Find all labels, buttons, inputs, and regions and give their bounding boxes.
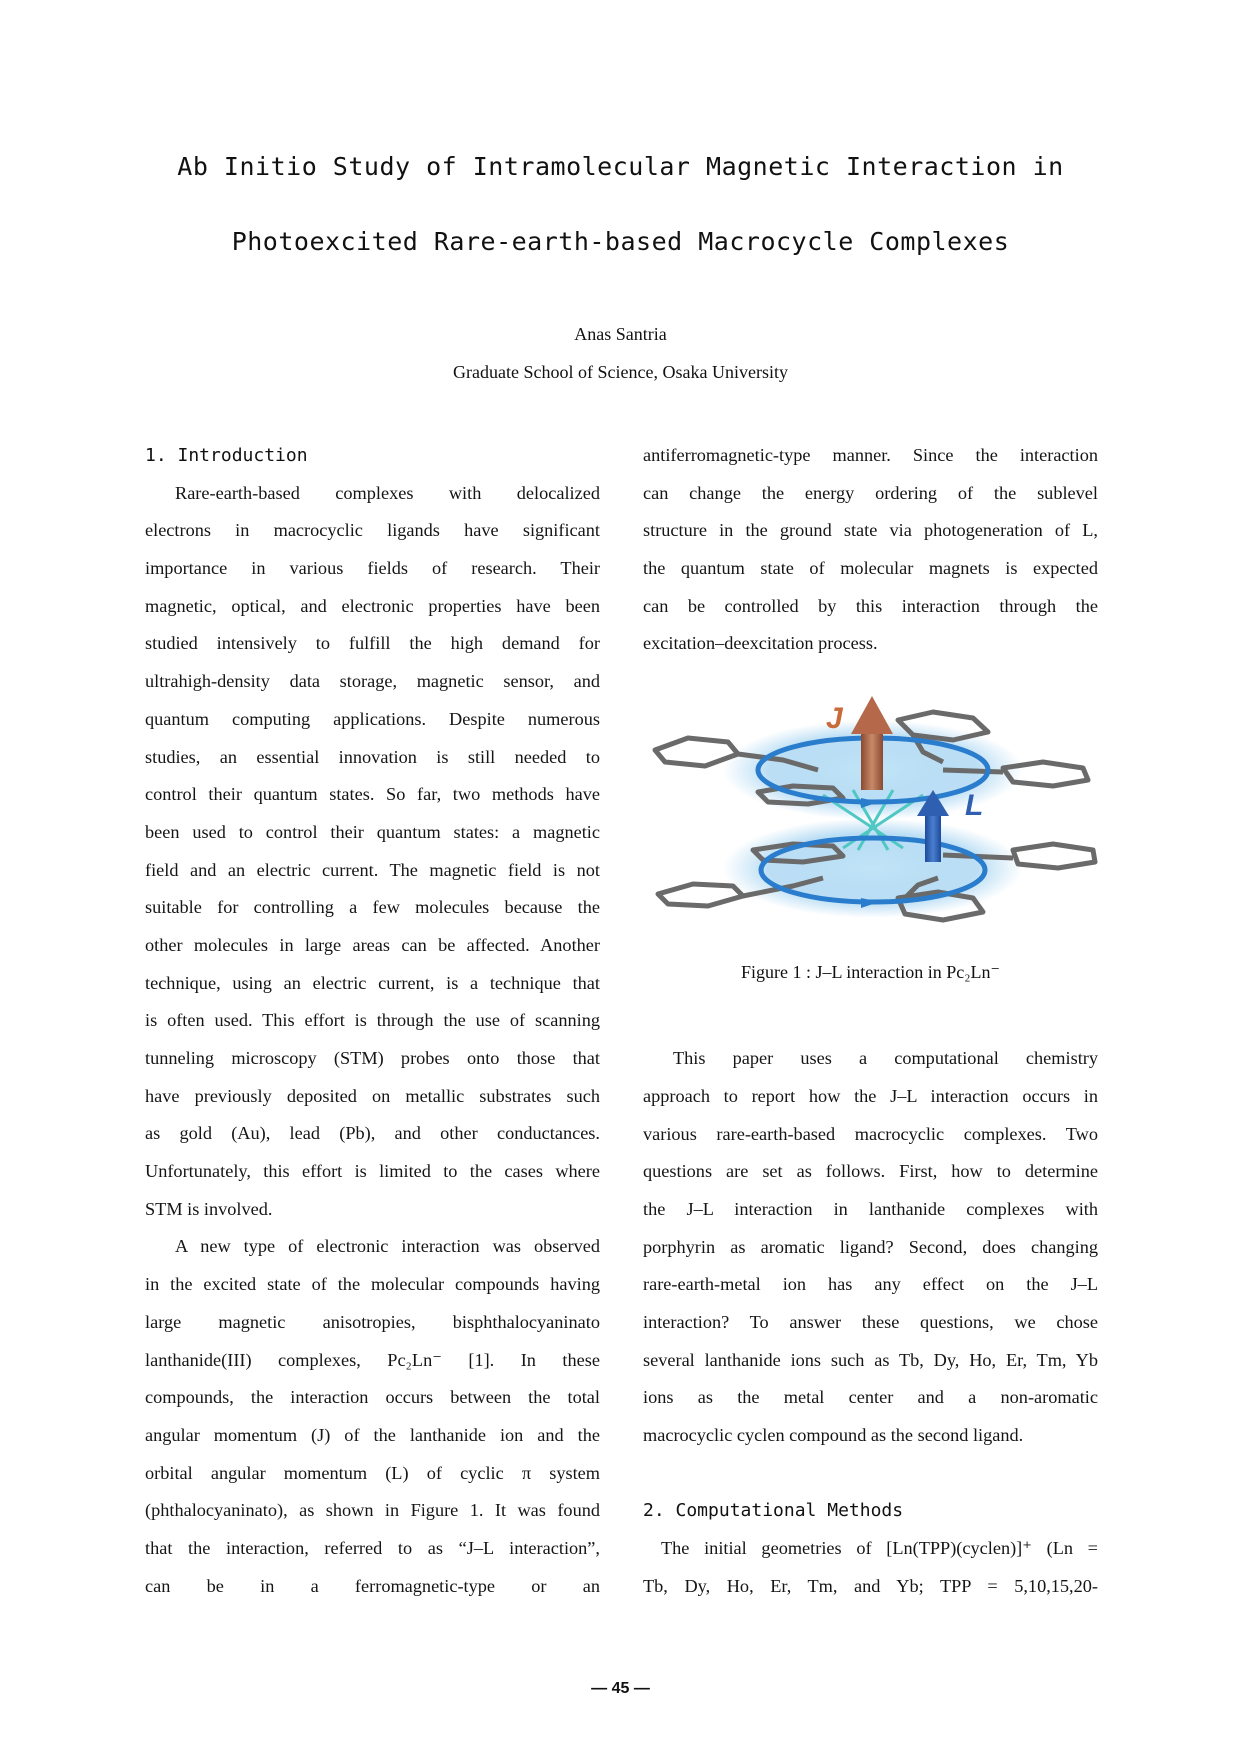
text-line: control their quantum states. So far, two methods have: [145, 784, 600, 805]
text-line: antiferromagnetic-type manner. Since the interaction: [643, 445, 1098, 465]
text-line: technique, using an electric current, is a technique that: [145, 972, 600, 993]
text-line: tunneling microscopy (STM) probes onto those that: [145, 1048, 600, 1068]
section-heading-computational-methods: 2. Computational Methods: [643, 1500, 904, 1522]
page-number: — 45 —: [591, 1680, 650, 1697]
molecule-diagram-icon: [643, 690, 1098, 930]
text-line: (phthalocyaninato), as shown in Figure 1. It was found: [145, 1500, 600, 1521]
right-column: [643, 437, 1098, 1605]
text-line: various rare-earth-based macrocyclic complexes. Two: [643, 1123, 1098, 1144]
text-line: ions as the metal center and a non-aromatic: [643, 1387, 1098, 1408]
text-line: in the excited state of the molecular compounds having: [145, 1274, 600, 1295]
text-line: The initial geometries of [Ln(TPP)(cyclen)]⁺ (Ln =: [661, 1538, 1098, 1559]
text-line: several lanthanide ions such as Tb, Dy, Ho, Er, Tm, Yb: [643, 1349, 1098, 1370]
text-line: been used to control their quantum states: a magnetic: [145, 821, 600, 842]
text-line: as gold (Au), lead (Pb), and other conductances.: [145, 1123, 600, 1144]
j-label: J: [826, 702, 843, 735]
text-line: Tb, Dy, Ho, Er, Tm, and Yb; TPP = 5,10,15,20-: [643, 1575, 1098, 1596]
left-column: [145, 437, 600, 1605]
text-line: importance in various fields of research. Their: [145, 558, 600, 579]
text-line: porphyrin as aromatic ligand? Second, does changing: [643, 1236, 1098, 1257]
text-line: excitation–deexcitation process.: [643, 633, 878, 654]
text-line: angular momentum (J) of the lanthanide ion and the: [145, 1424, 600, 1445]
figure-caption: Figure 1 : J–L interaction in Pc₂Ln⁻: [740, 962, 1001, 982]
text-line: quantum computing applications. Despite numerous: [145, 708, 600, 729]
text-line: field and an electric current. The magnetic field is not: [145, 859, 600, 880]
text-line: can be in a ferromagnetic-type or an: [145, 1575, 600, 1596]
text-line: compounds, the interaction occurs between the total: [145, 1387, 600, 1408]
text-line: studied intensively to fulfill the high demand for: [145, 633, 600, 654]
text-line: have previously deposited on metallic substrates such: [145, 1085, 600, 1106]
paper-title-line-2: Photoexcited Rare-earth-based Macrocycle Complexes: [231, 227, 1010, 256]
figure-jl-interaction: [643, 690, 1098, 930]
text-line: electrons in macrocyclic ligands have significant: [145, 520, 600, 541]
l-label: L: [965, 789, 984, 822]
text-line: rare-earth-metal ion has any effect on the J–L: [643, 1274, 1098, 1295]
text-line: orbital angular momentum (L) of cyclic π system: [145, 1462, 600, 1483]
text-line: is often used. This effort is through the use of scanning: [145, 1010, 600, 1031]
author-affiliation: Graduate School of Science, Osaka University: [453, 362, 788, 382]
text-line: approach to report how the J–L interaction occurs in: [643, 1085, 1098, 1106]
text-line: suitable for controlling a few molecules because the: [145, 897, 600, 918]
text-line: magnetic, optical, and electronic properties have been: [145, 595, 600, 616]
text-line: other molecules in large areas can be affected. Another: [145, 934, 600, 955]
text-line: Unfortunately, this effort is limited to the cases where: [145, 1161, 600, 1182]
text-line: the J–L interaction in lanthanide complexes with: [643, 1198, 1098, 1219]
text-line: that the interaction, referred to as “J–L interaction”,: [145, 1537, 600, 1558]
text-line: interaction? To answer these questions, we chose: [643, 1311, 1098, 1332]
text-line: macrocyclic cyclen compound as the second ligand.: [643, 1425, 1024, 1445]
section-heading-introduction: 1. Introduction: [145, 445, 308, 466]
text-line: STM is involved.: [145, 1198, 273, 1219]
text-line: Rare-earth-based complexes with delocalized: [175, 482, 600, 503]
text-line: the quantum state of molecular magnets is expected: [643, 558, 1098, 579]
text-line: A new type of electronic interaction was observed: [175, 1236, 600, 1257]
text-line: questions are set as follows. First, how to determine: [643, 1161, 1098, 1182]
paper-title-line-1: Ab Initio Study of Intramolecular Magnetic Interaction in: [177, 152, 1064, 181]
text-line: studies, an essential innovation is still needed to: [145, 746, 600, 767]
text-line: can change the energy ordering of the sublevel: [643, 482, 1098, 503]
text-line: can be controlled by this interaction through the: [643, 595, 1098, 616]
text-line: lanthanide(III) complexes, Pc₂Ln⁻ [1]. In these: [145, 1349, 600, 1370]
text-line: This paper uses a computational chemistry: [673, 1048, 1098, 1069]
text-line: ultrahigh-density data storage, magnetic sensor, and: [145, 671, 600, 692]
author-name: Anas Santria: [574, 324, 667, 344]
text-line: structure in the ground state via photogeneration of L,: [643, 520, 1098, 541]
text-line: large magnetic anisotropies, bisphthalocyaninato: [145, 1311, 600, 1332]
